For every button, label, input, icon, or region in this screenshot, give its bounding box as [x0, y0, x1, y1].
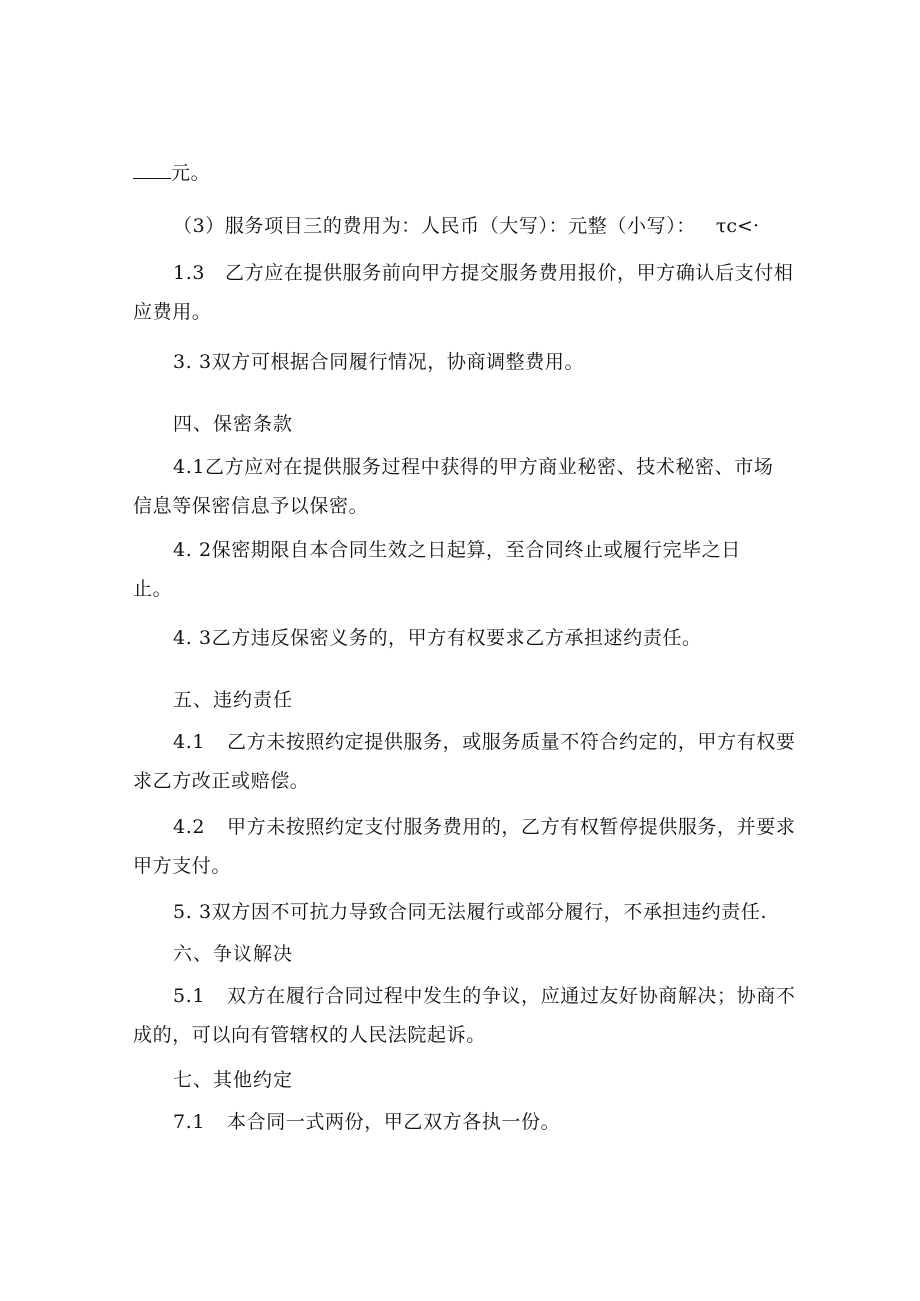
- clause-4-1-line1: 4.1乙方应对在提供服务过程中获得的甲方商业秘密、技术秘密、市场: [173, 456, 774, 478]
- clause-6-1-line2: 成的，可以向有管辖权的人民法院起诉。: [133, 1024, 486, 1046]
- section-5-heading: 五、违约责任: [173, 689, 294, 711]
- clause-5a-line1: [173, 730, 795, 754]
- clause-number: 4.2: [173, 816, 206, 838]
- amount-blank: [133, 162, 171, 179]
- clause-1-3-line2: 应费用。: [133, 301, 212, 323]
- section-4-heading: 四、保密条款: [173, 413, 294, 435]
- clause-4-1-line2: 信息等保密信息予以保密。: [133, 495, 369, 517]
- clause-text: 乙方应在提供服务前向甲方提交服务费用报价，甲方确认后支付相: [225, 262, 794, 284]
- fee-item-3: [173, 214, 759, 238]
- clause-text: 甲方未按照约定支付服务费用的，乙方有权暂停提供服务，并要求: [227, 816, 796, 838]
- clause-3-3: 3. 3双方可根据合同履行情况，协商调整费用。: [173, 351, 585, 373]
- clause-text: 乙方未按照约定提供服务，或服务质量不符合约定的，甲方有权要: [227, 731, 796, 753]
- fee-line-tail: [133, 161, 210, 185]
- clause-5b-line1: [173, 815, 795, 839]
- clause-4-3: 4. 3乙方违反保密义务的，甲方有权要求乙方承担逑约责任。: [173, 627, 702, 649]
- fee-item-3-text: （3）服务项目三的费用为：人民币（大写）：元整（小写）：: [173, 215, 696, 237]
- clause-text: 本合同一式两份，甲乙双方各执一份。: [227, 1111, 561, 1133]
- clause-5a-line2: 求乙方改正或赔偿。: [133, 770, 310, 792]
- clause-5-3: 5. 3双方因不可抗力导致合同无法履行或部分履行，不承担违约责任.: [173, 901, 768, 923]
- clause-6-1-line1: [173, 984, 795, 1008]
- clause-7-1: [173, 1110, 560, 1134]
- fee-item-3-tail: τc<·: [715, 215, 760, 237]
- section-7-heading: 七、其他约定: [173, 1069, 294, 1091]
- fee-line-tail-text: 元。: [171, 162, 211, 184]
- clause-number: 7.1: [173, 1111, 206, 1133]
- clause-4-2-line2: 止。: [133, 578, 173, 600]
- clause-1-3-line1: [173, 261, 793, 285]
- clause-5b-line2: 甲方支付。: [133, 855, 232, 877]
- clause-number: 4.1: [173, 731, 206, 753]
- clause-number: 1.3: [173, 262, 206, 284]
- section-6-heading: 六、争议解决: [173, 943, 294, 965]
- clause-number: 5.1: [173, 985, 206, 1007]
- clause-text: 双方在履行合同过程中发生的争议，应通过友好协商解决；协商不: [227, 985, 796, 1007]
- clause-4-2-line1: 4. 2保密期限自本合同生效之日起算，至合同终止或履行完毕之日: [173, 539, 741, 561]
